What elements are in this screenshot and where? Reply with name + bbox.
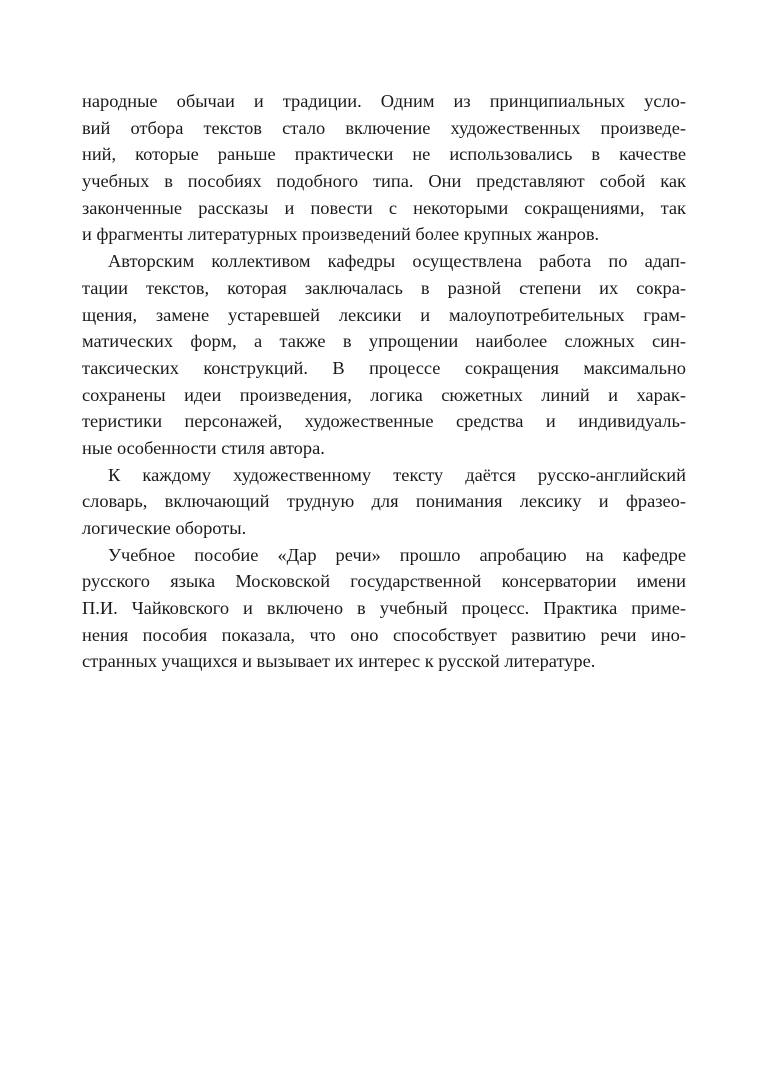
- paragraph-3: [82, 462, 686, 542]
- text-line: теристики персонажей, художественные средства и индивидуаль-: [82, 411, 686, 432]
- text-line: Учебное пособие «Дар речи» прошло апробацию на кафедре: [108, 544, 686, 565]
- text-line: Авторским коллективом кафедры осуществлена работа по адап-: [108, 251, 686, 272]
- text-line: народные обычаи и традиции. Одним из принципиальных усло-: [82, 91, 686, 111]
- text-line: тации текстов, которая заключалась в разной степени их сокра-: [82, 277, 686, 298]
- text-line: таксических конструкций. В процессе сокращения максимально: [82, 357, 686, 378]
- text-line: логические обороты.: [82, 518, 247, 538]
- text-line: щения, замене устаревшей лексики и малоупотребительных грам-: [82, 304, 686, 325]
- paragraph-2: [82, 248, 686, 462]
- text-line: русского языка Московской государственной консерватории имени: [82, 571, 686, 592]
- text-line: словарь, включающий трудную для понимания лексику и фразео-: [82, 491, 686, 512]
- paragraph-4: [82, 542, 686, 675]
- body-text: [82, 88, 686, 675]
- text-line: законченные рассказы и повести с некоторыми сокращениями, так: [82, 197, 686, 218]
- text-line: ные особенности стиля автора.: [82, 437, 325, 458]
- text-line: К каждому художественному тексту даётся русско-английский: [108, 464, 686, 485]
- text-line: П.И. Чайковского и включено в учебный процесс. Практика приме-: [82, 598, 686, 619]
- text-line: вий отбора текстов стало включение художественных произведе-: [82, 117, 686, 138]
- paragraph-1: [82, 88, 686, 248]
- text-line: матических форм, а также в упрощении наиболее сложных син-: [82, 331, 686, 352]
- text-line: учебных в пособиях подобного типа. Они представляют собой как: [82, 171, 686, 192]
- text-line: и фрагменты литературных произведений более крупных жанров.: [82, 224, 600, 245]
- text-line: ний, которые раньше практически не использовались в качестве: [82, 144, 686, 165]
- text-line: странных учащихся и вызывает их интерес к русской литературе.: [82, 651, 596, 672]
- text-line: нения пособия показала, что оно способствует развитию речи ино-: [82, 624, 686, 645]
- text-line: сохранены идеи произведения, логика сюжетных линий и харак-: [82, 384, 686, 405]
